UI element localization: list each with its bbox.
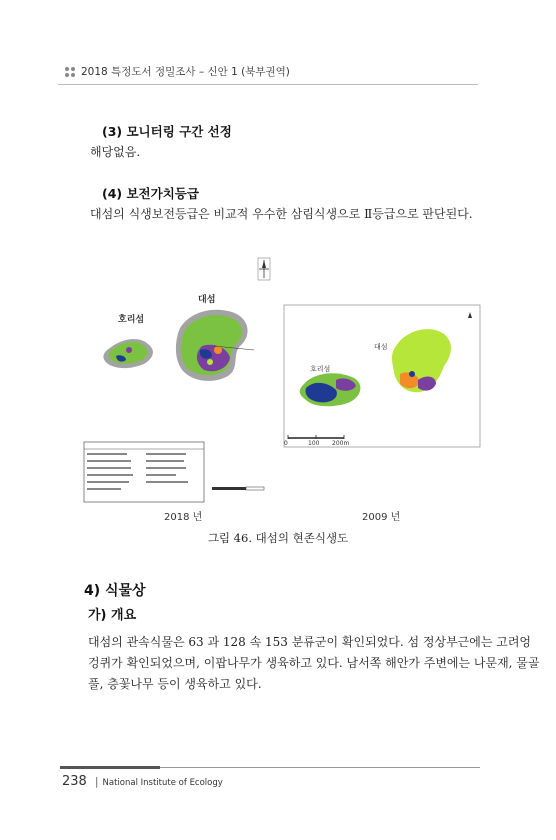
vegetation-map-figure (82, 250, 482, 523)
daeseom-island-2018 (176, 310, 254, 381)
running-header (65, 64, 290, 79)
section4-text: 대섬의 식생보전등급은 비교적 우수한 삼림식생으로 Ⅱ등급으로 판단된다. (90, 207, 473, 221)
header-title: 2018 특정도서 정밀조사 – 신안 1 (북부권역) (81, 66, 290, 78)
map2009-daeseom-label: 대섬 (374, 343, 388, 351)
section4-heading: (4) 보전가치등급 (102, 186, 199, 201)
page-footer (62, 774, 223, 789)
year-label-2018: 2018 년 (164, 512, 203, 523)
flora-line: 대섬의 관속식물은 63 과 128 속 153 분류군이 확인되었다. 섬 정상부근에는 고려엉 (88, 635, 532, 649)
map2018-daeseom-label: 대섬 (198, 295, 216, 305)
north-arrow-icon (258, 258, 270, 280)
section3-heading: (3) 모니터링 구간 선정 (102, 124, 232, 139)
header-bullet-icon (65, 67, 75, 77)
footer-divider (60, 766, 480, 769)
scale-label-0: 0 (284, 440, 288, 447)
map-legend-2018 (84, 442, 204, 502)
section3-text: 해당없음. (90, 145, 141, 159)
header-divider (58, 84, 478, 85)
map2018-horiseom-label: 호리섬 (118, 315, 145, 325)
flora-subheading: 가) 개요 (88, 608, 137, 623)
map2009-horiseom-label: 호리섬 (310, 365, 331, 373)
flora-paragraph (88, 632, 540, 695)
scale-label-200m: 200m (332, 440, 350, 447)
scale-label-100: 100 (308, 440, 320, 447)
page-number: 238 (62, 774, 87, 789)
footer-org: National Institute of Ecology (102, 778, 223, 788)
vegetation-maps-svg (82, 250, 482, 520)
horiseom-island-2018 (103, 339, 153, 368)
flora-heading: 4) 식물상 (84, 583, 146, 599)
year-label-2009: 2009 년 (362, 512, 401, 523)
flora-line: 풀, 층꽃나무 등이 생육하고 있다. (88, 677, 262, 691)
footer-separator: | (94, 775, 99, 788)
map-frame-2009 (284, 305, 480, 447)
scale-bar-2018 (212, 487, 264, 490)
figure-caption: 그림 46. 대섬의 현존식생도 (207, 531, 349, 545)
flora-line: 겅퀴가 확인되었으며, 이팝나무가 생육하고 있다. 남서쪽 해안가 주변에는 나문재, 물골 (88, 656, 540, 670)
